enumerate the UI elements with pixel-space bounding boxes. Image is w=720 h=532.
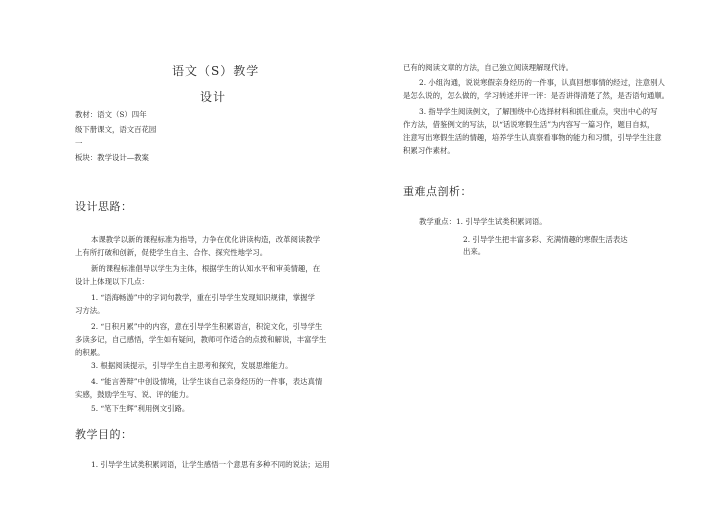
meta-line: 板块：教学设计—教案 — [75, 153, 149, 162]
paragraph-line: 设计上体现以下几点： — [75, 277, 149, 286]
meta-line: 级下册课文，语文百花园 — [75, 125, 157, 134]
list-item-line: 习方法。 — [75, 306, 105, 315]
list-item-line: 多读多记，自己感悟，学生如有疑问，教师可作适合的点拨和解说，丰富学生 — [75, 335, 327, 344]
goal-line: 注意写出寒假生活的情趣，培养学生认真察看事物的能力和习惯，引导学生注意 — [403, 133, 662, 142]
list-item-line: 1. “语海畅游”中的字词句教学，重在引导学生发现知识规律，掌握学 — [91, 293, 315, 302]
list-item-line: 实感，鼓励学生写、说、评的能力。 — [75, 390, 194, 399]
key-point-line: 教学重点：1. 引导学生试类积累词语。 — [419, 217, 547, 226]
goal-line: 1. 引导学生试类积累词语，让学生感悟一个意思有多种不同的说法；运用 — [91, 460, 330, 469]
goal-line: 积累习作素材。 — [403, 146, 455, 155]
key-point-line: 2. 引导学生把丰富多彩、充满情趣的寒假生活表达 — [463, 235, 628, 244]
section-heading-key-points: 重难点剖析： — [403, 185, 472, 198]
goal-line: 作方法，借鉴例文的写法，以“话说寒假生活”为内容写一篇习作，题目自拟， — [403, 120, 655, 129]
meta-line: 一 — [75, 139, 83, 148]
goal-line: 2. 小组沟通，说说寒假亲身经历的一件事，认真回想事情的经过，注意别人 — [419, 78, 665, 87]
list-item-line: 2. “日积月累”中的内容，意在引导学生积累语言，积淀文化，引导学生 — [91, 322, 323, 331]
paragraph-line: 上有所打破和创新，促使学生自主、合作、探究性地学习。 — [75, 248, 268, 257]
list-item-line: 5. “笔下生辉”利用例文引路。 — [91, 404, 190, 413]
list-item-line: 的积累。 — [75, 348, 105, 357]
doc-title-line1: 语文（S）教学 — [172, 64, 260, 78]
paragraph-line: 新的课程标准倡导以学生为主体，根据学生的认知水平和审美情趣，在 — [91, 264, 321, 273]
section-heading-design: 设计思路： — [75, 200, 133, 213]
list-item-line: 4. “能言善辩”中创设情境，让学生谈自己亲身经历的一件事，表达真情 — [91, 377, 323, 386]
list-item-line: 3. 根据阅读提示，引导学生自主思考和探究，发展思维能力。 — [91, 361, 293, 370]
goal-line: 是怎么说的，怎么做的，学习转述并评一评：是否讲得清楚了然，是否语句通顺。 — [403, 91, 670, 100]
key-point-line: 出来。 — [463, 247, 486, 256]
doc-title-line2: 设计 — [200, 90, 227, 104]
section-heading-goals: 教学目的： — [75, 428, 133, 441]
meta-line: 教材：语文（S）四年 — [75, 110, 147, 119]
goal-line: 3. 指导学生阅读例文，了解围绕中心选择材料和抓住重点，突出中心的写 — [419, 107, 658, 116]
paragraph-line: 本课教学以新的课程标准为指导，力争在优化讲读构造，改革阅读教学 — [91, 235, 321, 244]
goal-continuation: 已有的阅读文章的方法，自己独立阅读理解现代诗。 — [403, 63, 573, 72]
